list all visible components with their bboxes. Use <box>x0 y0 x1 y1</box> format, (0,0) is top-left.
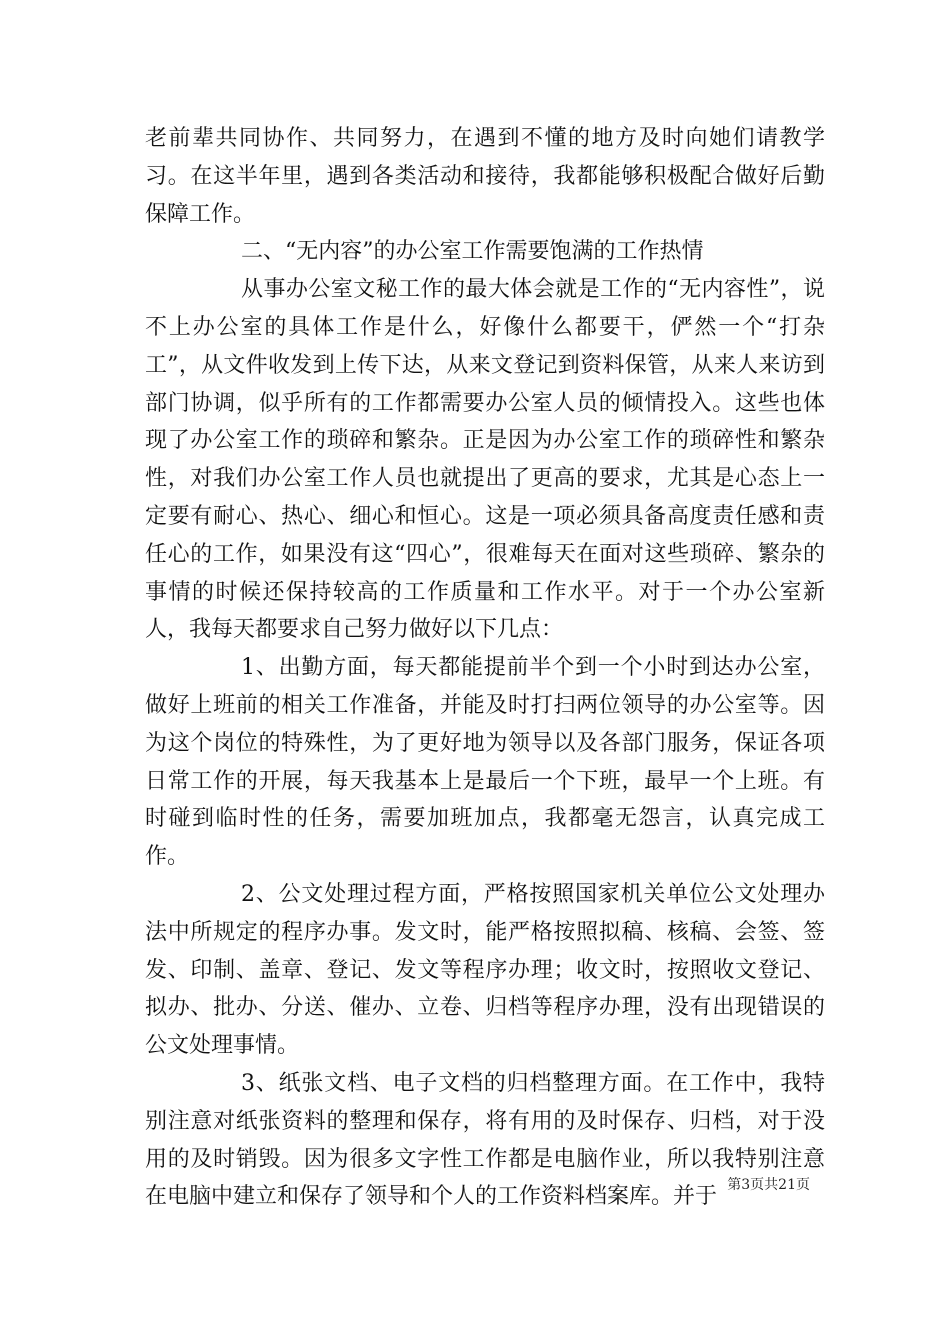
paragraph-item-2: 2、公文处理过程方面，严格按照国家机关单位公文处理办法中所规定的程序办事。发文时，能严格按照拟稿、核稿、会签、签发、印制、盖章、登记、发文等程序办理；收文时，按照收文登记、拟办、批办、分送、催办、立卷、归档等程序办理，没有出现错误的公文处理事情。 <box>145 881 825 1059</box>
paragraph-continuation: 老前辈共同协作、共同努力，在遇到不懂的地方及时向她们请教学习。在这半年里，遇到各类活动和接待，我都能够积极配合做好后勤保障工作。 <box>145 126 825 227</box>
document-body <box>145 120 825 1216</box>
paragraph-item-1: 1、出勤方面，每天都能提前半个到一个小时到达办公室，做好上班前的相关工作准备，并能及时打扫两位领导的办公室等。因为这个岗位的特殊性，为了更好地为领导以及各部门服务，保证各项日常工作的开展，每天我基本上是最后一个下班，最早一个上班。有时碰到临时性的任务，需要加班加点，我都毫无怨言，认真完成工作。 <box>145 655 825 870</box>
page-number: 第3页共21页 <box>727 1177 810 1193</box>
section-heading: 二、“无内容”的办公室工作需要饱满的工作热情 <box>241 239 704 265</box>
paragraph-main: 从事办公室文秘工作的最大体会就是工作的“无内容性”，说不上办公室的具体工作是什么，好像什么都要干，俨然一个“打杂工”，从文件收发到上传下达，从来文登记到资料保管，从来人来访到部门协调，似乎所有的工作都需要办公室人员的倾情投入。这些也体现了办公室工作的琐碎和繁杂。正是因为办公室工作的琐碎性和繁杂性，对我们办公室工作人员也就提出了更高的要求，尤其是心态上一定要有耐心、热心、细心和恒心。这是一项必须具备高度责任感和责任心的工作，如果没有这“四心”，很难每天在面对这些琐碎、繁杂的事情的时候还保持较高的工作质量和工作水平。对于一个办公室新人，我每天都要求自己努力做好以下几点： <box>145 277 825 643</box>
paragraph-item-3: 3、纸张文档、电子文档的归档整理方面。在工作中，我特别注意对纸张资料的整理和保存，将有用的及时保存、归档，对于没用的及时销毁。因为很多文字性工作都是电脑作业，所以我特别注意在电脑中建立和保存了领导和个人的工作资料档案库。并于 <box>145 1070 825 1210</box>
